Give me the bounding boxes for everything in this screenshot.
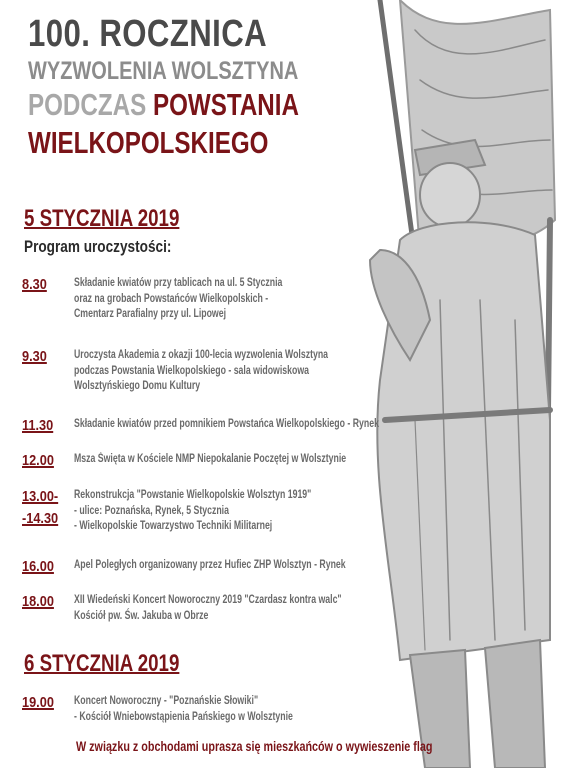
title-line-3-red: POWSTANIA bbox=[152, 87, 299, 122]
event-time-end: -14.30 bbox=[22, 510, 59, 527]
event-line: Rekonstrukcja "Powstanie Wielkopolskie Wolsztyn 1919" bbox=[74, 489, 312, 501]
title-line-4: WIELKOPOLSKIEGO bbox=[28, 125, 269, 160]
event-line: - ulice: Poznańska, Rynek, 5 Stycznia bbox=[74, 504, 229, 517]
day1-date: 5 STYCZNIA 2019 bbox=[24, 205, 180, 232]
day2-date: 6 STYCZNIA 2019 bbox=[24, 650, 180, 677]
event-line: Składanie kwiatów przy tablicach na ul. 5 Stycznia bbox=[74, 277, 283, 289]
event-description bbox=[74, 558, 346, 574]
event-line: Składanie kwiatów przed pomnikiem Powstańca Wielkopolskiego - Rynek bbox=[74, 418, 379, 430]
event-line: podczas Powstania Wielkopolskiego - sala widowiskowa bbox=[74, 364, 309, 377]
event-time: 12.00 bbox=[22, 452, 54, 469]
event-time: 19.00 bbox=[22, 694, 54, 711]
event-line: XII Wiedeński Koncert Noworoczny 2019 "Czardasz kontra walc" bbox=[74, 594, 342, 606]
event-description bbox=[74, 452, 346, 468]
event-line: Msza Święta w Kościele NMP Niepokalanie Poczętej w Wolsztynie bbox=[74, 453, 347, 465]
title-line-3-grey: PODCZAS bbox=[28, 87, 147, 122]
event-line: Uroczysta Akademia z okazji 100-lecia wyzwolenia Wolsztyna bbox=[74, 349, 329, 361]
footer-note: W związku z obchodami uprasza się mieszkańców o wywieszenie flag bbox=[76, 738, 433, 754]
event-line: - Kościół Wniebowstąpienia Pańskiego w Wolsztynie bbox=[74, 710, 293, 723]
event-line: Apel Poległych organizowany przez Hufiec ZHP Wolsztyn - Rynek bbox=[74, 559, 346, 571]
event-time: 9.30 bbox=[22, 348, 47, 365]
event-line: - Wielkopolskie Towarzystwo Techniki Militarnej bbox=[74, 520, 273, 532]
event-description bbox=[74, 694, 293, 725]
event-line: Wolsztyńskiego Domu Kultury bbox=[74, 380, 201, 392]
program-label: Program uroczystości: bbox=[24, 237, 172, 256]
title-line-2: WYZWOLENIA WOLSZTYNA bbox=[28, 57, 299, 85]
event-description bbox=[74, 593, 342, 624]
event-line: Koncert Noworoczny - "Poznańskie Słowiki" bbox=[74, 695, 259, 707]
event-description bbox=[74, 348, 328, 395]
event-time: 8.30 bbox=[22, 276, 47, 293]
event-description bbox=[74, 488, 311, 535]
event-description bbox=[74, 276, 282, 323]
event-line: oraz na grobach Powstańców Wielkopolskich - bbox=[74, 292, 269, 305]
event-line: Kościół pw. Św. Jakuba w Obrze bbox=[74, 609, 209, 622]
event-line: Cmentarz Parafialny przy ul. Lipowej bbox=[74, 308, 227, 320]
event-time: 16.00 bbox=[22, 558, 54, 575]
poster-title bbox=[28, 12, 358, 162]
event-time: 13.00- bbox=[22, 488, 59, 505]
event-time: 11.30 bbox=[22, 417, 54, 434]
title-line-1: 100. ROCZNICA bbox=[28, 13, 268, 55]
title-line-3 bbox=[28, 86, 299, 124]
event-description bbox=[74, 417, 379, 433]
event-time: 18.00 bbox=[22, 593, 54, 610]
